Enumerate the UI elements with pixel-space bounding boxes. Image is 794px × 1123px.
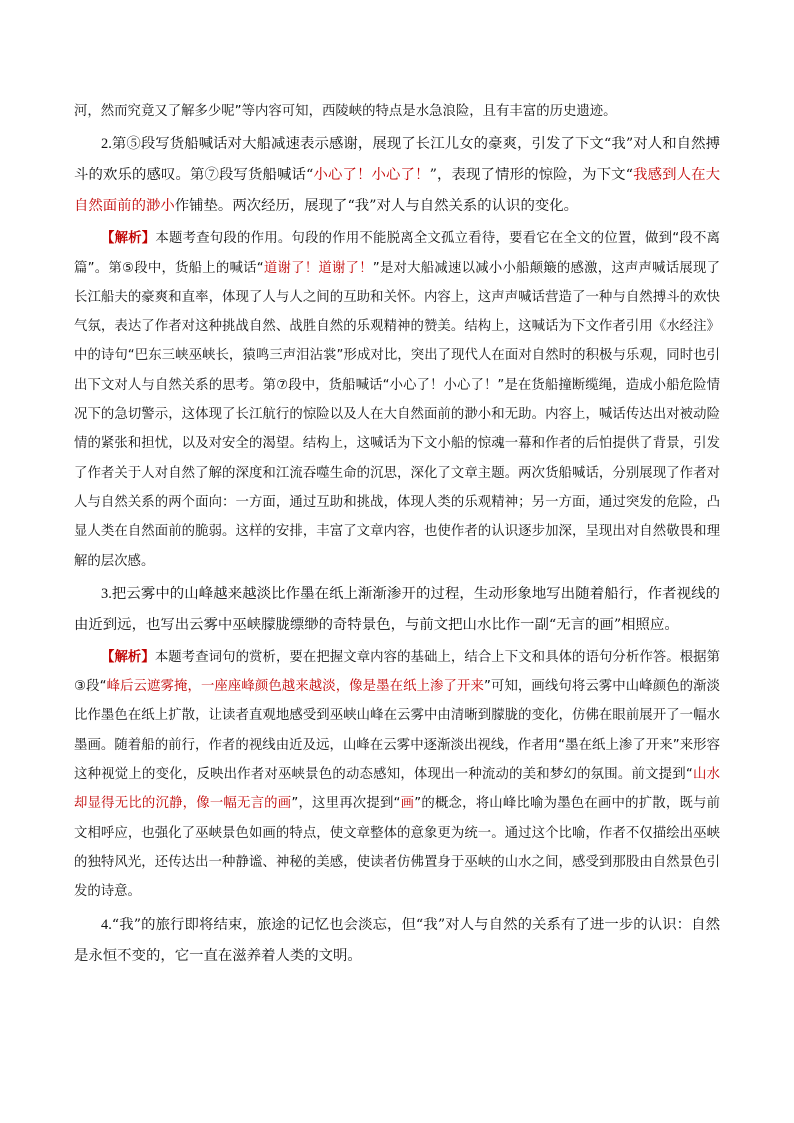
highlighted-quote: 小心了！小心了！	[313, 167, 430, 184]
analysis-tag: 【解析】	[101, 231, 156, 247]
answer-2	[74, 129, 720, 222]
analysis-text: ”的概念，将山峰比喻为墨色在画中的扩散，既与前文相呼应，也强化了巫峡景色如画的特点，使文章整体的意象更为统一。通过这个比喻，作者不仅描绘出巫峡的独特风光，还传达出一种静谧、神秘的美感，使读者仿佛置身于巫峡的山水之间，感受到那股由自然景色引发的诗意。	[74, 796, 721, 900]
analysis-text: ”是对大船减速以减小小船颠簸的感激，这声声喊话展现了长江船夫的豪爽和直率，体现了人与人之间的互助和关怀。内容上，这声声喊话营造了一种与自然搏斗的欢快气氛，表达了作者对这种挑战自然、战胜自然的乐观精神的赞美。结构上，这喊话为下文作者引用《水经注》中的诗句“巴东三峡巫峡长，猿鸣三声泪沾裳”形成对比，突出了现代人在面对自然时的积极与乐观，同时也引出下文对人与自然关系的思考。第⑦段中，货船喊话“小心了！小心了！”是在货船撞断缆绳，造成小船危险情况下的急切警示，这体现了长江航行的惊险以及人在大自然面前的渺小和无助。内容上，喊话传达出对被动险情的紧张和担忧，以及对安全的渴望。结构上，这喊话为下文小船的惊魂一幕和作者的后怕提供了背景，引发了作者关于人对自然了解的深度和江流吞噬生命的沉思，深化了文章主题。两次货船喊话，分别展现了作者对人与自然关系的两个面向：一方面，通过互助和挑战，体现人类的乐观精神；另一方面，通过突发的危险，凸显人类在自然面前的脆弱。这样的安排，丰富了文章内容，也使作者的认识逐步加深，呈现出对自然敬畏和理解的层次感。	[74, 260, 720, 569]
highlighted-quote: 道谢了！道谢了！	[263, 260, 373, 276]
paragraph-continuation	[74, 97, 720, 126]
analysis-3	[74, 643, 720, 907]
analysis-text: ”可知，画线句将云雾中山峰颜色的渐淡比作墨色在纸上扩散，让读者直观地感受到巫峡山峰在云雾中由清晰到朦胧的变化，仿佛在眼前展开了一幅水墨画。随着船的前行，作者的视线由近及远，山峰在云雾中逐渐淡出视线，作者用“墨在纸上渗了开来”来形容这种视觉上的变化，反映出作者对巫峡景色的动态感知，体现出一种流动的美和梦幻的氛围。前文提到“	[74, 679, 720, 783]
highlighted-quote: 我感到人在大自然面前的渺小	[74, 167, 720, 215]
answer-number: 4.	[101, 916, 112, 933]
highlighted-quote: 山水却显得无比的沉静，像一幅无言的画	[74, 767, 721, 812]
paragraph-text: 河，然而究竟又了解多少呢”等内容可知，西陵峡的特点是水急浪险，且有丰富的历史遗迹。	[74, 104, 617, 119]
highlighted-quote: 峰后云遮雾掩，一座座峰颜色越来越淡，像是墨在纸上渗了开来	[106, 679, 484, 695]
highlighted-quote: 画	[400, 796, 415, 812]
analysis-2	[74, 224, 720, 576]
answer-number: 3.	[101, 585, 112, 602]
answer-text: 第⑤段写货船喊话对大船减速表示感谢，展现了长江儿女的豪爽，引发了下文“我”对人和自然搏斗的欢乐的感叹。第⑦段写货船喊话“	[74, 136, 720, 184]
answer-text: 把云雾中的山峰越来越淡比作墨在纸上渐渐渗开的过程，生动形象地写出随着船行，作者视线的由近到远，也写出云雾中巫峡朦胧缥缈的奇特景色，与前文把山水比作一副“无言的画”相照应。	[74, 585, 720, 633]
answer-text: 作铺垫。两次经历，展现了“我”对人与自然关系的认识的变化。	[174, 198, 579, 215]
answer-3	[74, 579, 720, 641]
analysis-tag: 【解析】	[101, 649, 155, 665]
answer-4	[74, 910, 720, 972]
answer-text: “我”的旅行即将结束，旅途的记忆也会淡忘，但“我”对人与自然的关系有了进一步的认识：自然是永恒不变的，它一直在滋养着人类的文明。	[74, 916, 720, 964]
answer-text: ”，表现了情形的惊险，为下文“	[429, 167, 633, 184]
analysis-text: 本题考查词句的赏析，要在把握文章内容的基础上，结合上下文和具体的语句分析作答。根据第③段“	[74, 649, 721, 695]
analysis-text: 本题考查句段的作用。句段的作用不能脱离全文孤立看待，要看它在全文的位置，做到“段不离篇”。第⑤段中，货船上的喊话“	[74, 231, 720, 276]
analysis-text: ”，这里再次提到“	[291, 796, 401, 812]
answer-number: 2.	[101, 136, 112, 153]
